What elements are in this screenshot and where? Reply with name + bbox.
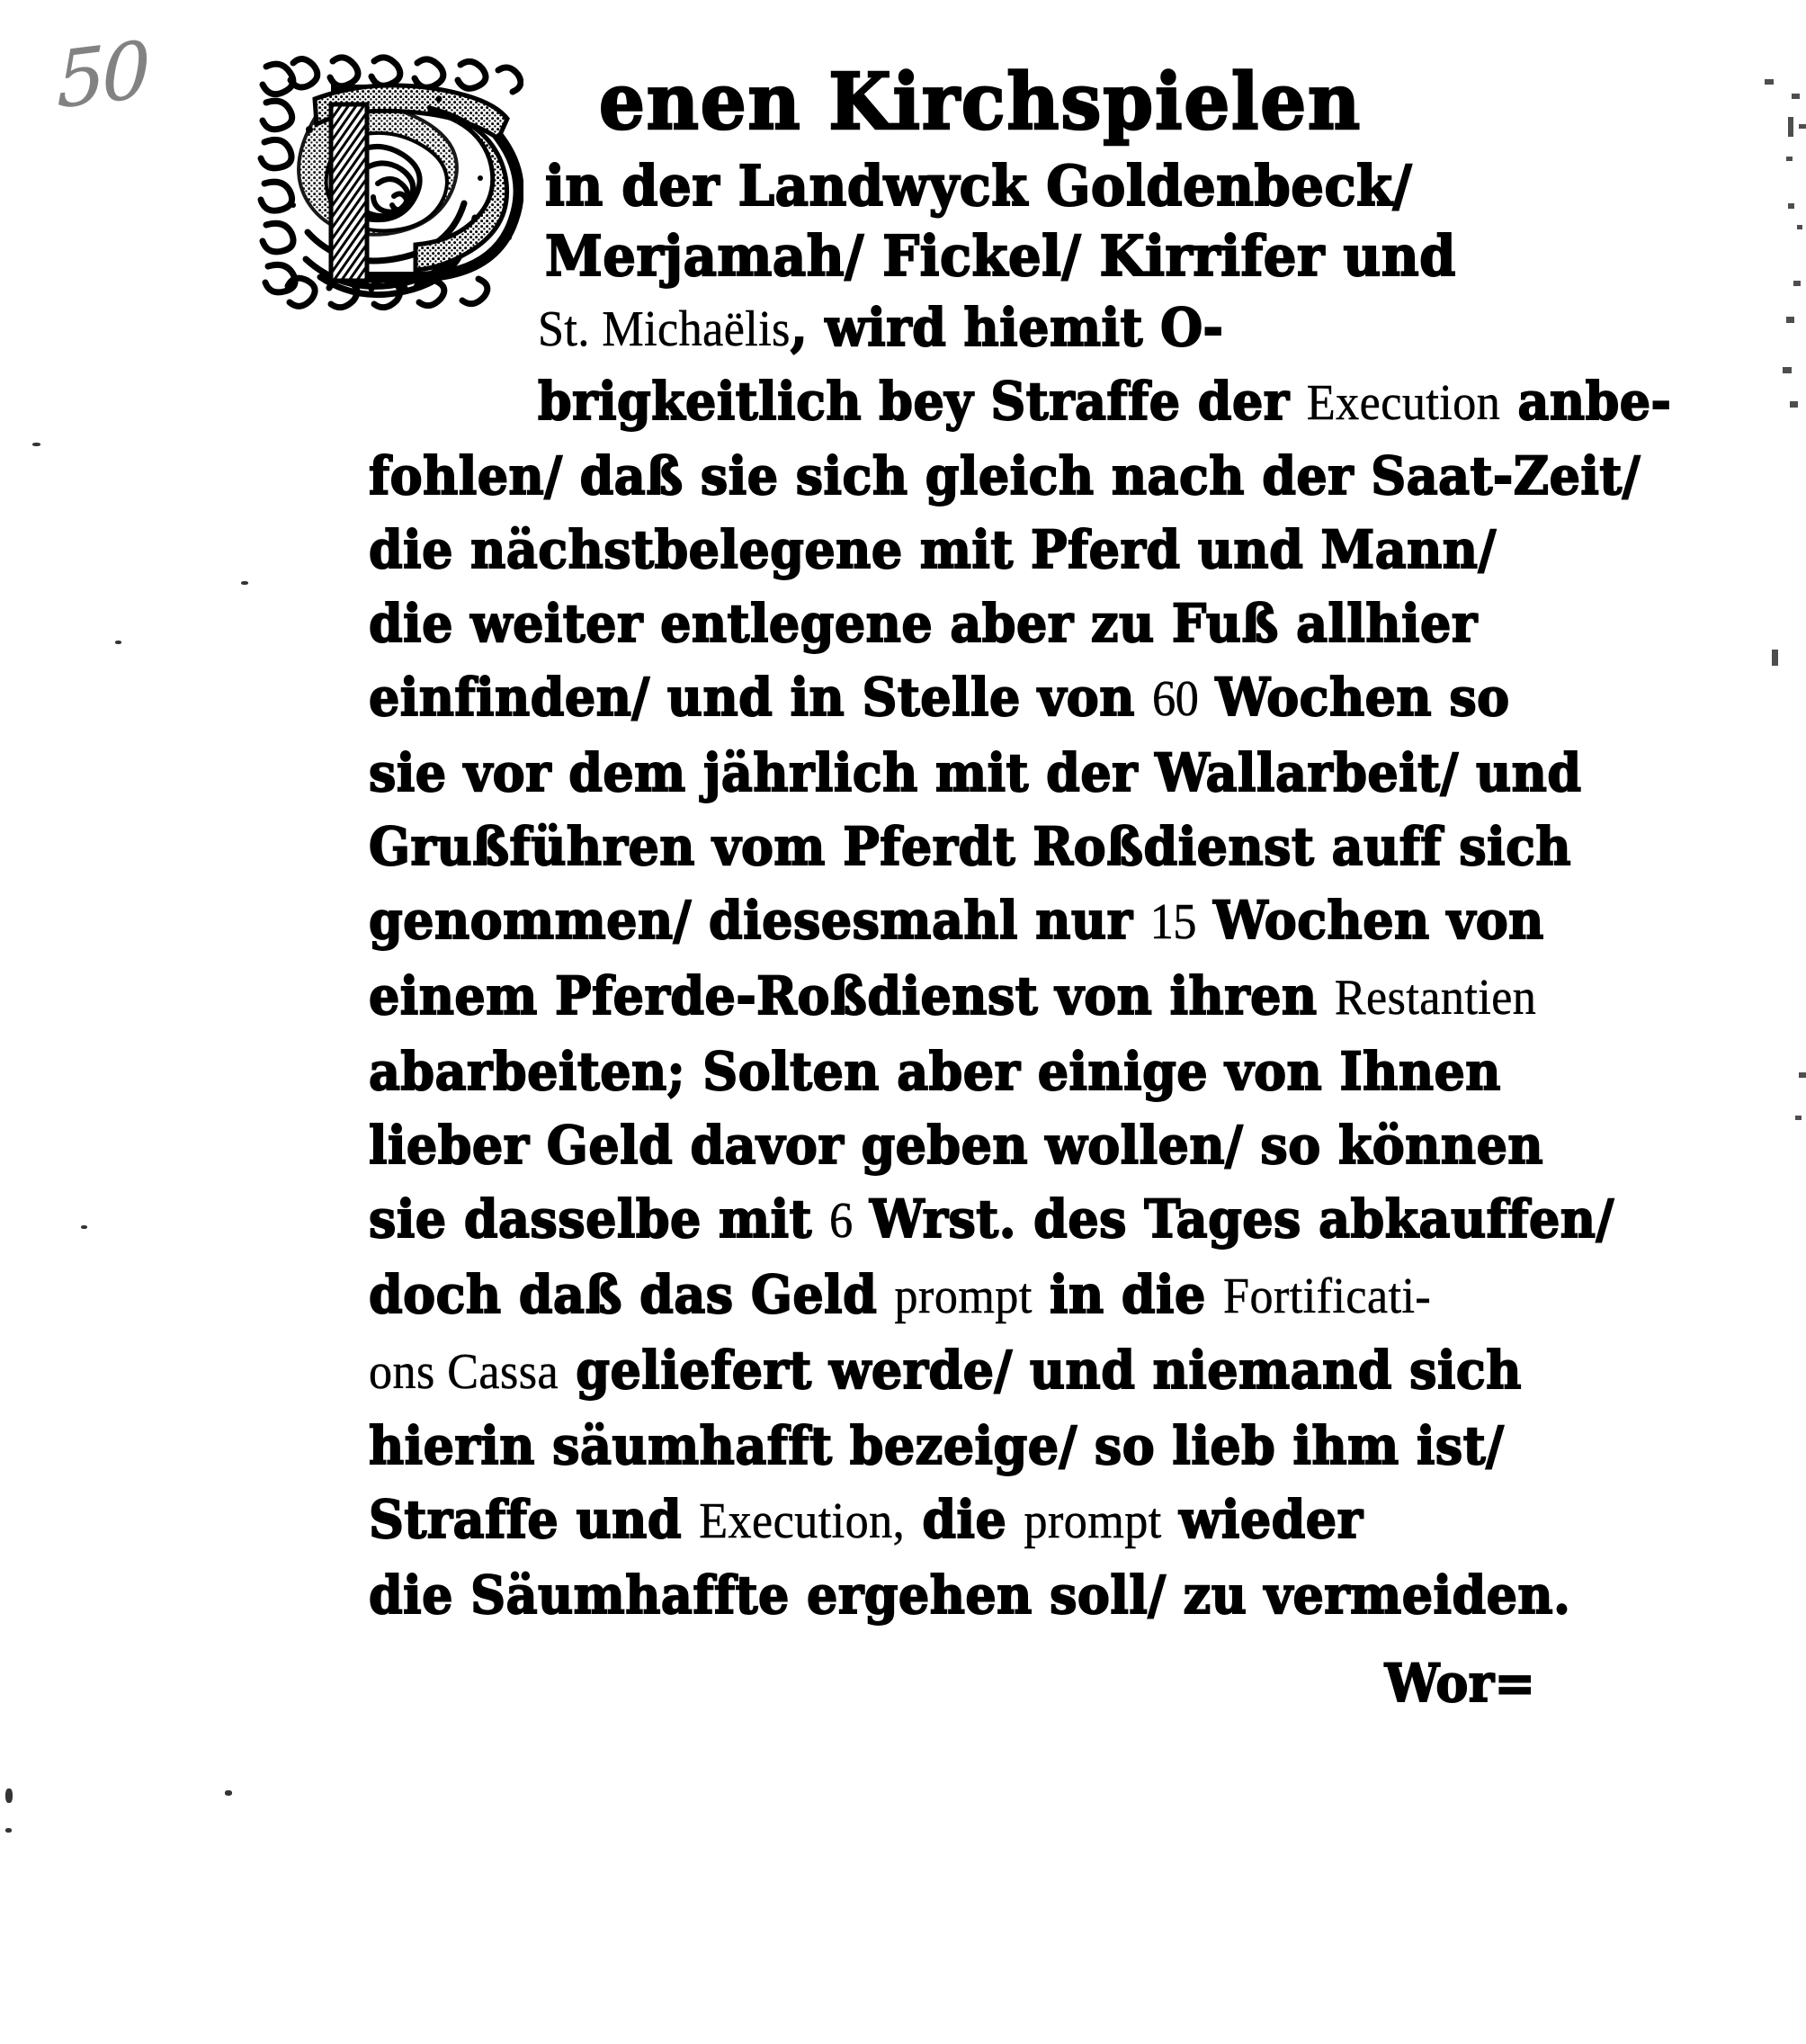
- body-line: [538, 291, 1551, 365]
- headline-line-3-text: Merjamah/ Fickel/ Kirrifer und: [545, 223, 1456, 289]
- edge-bleed-mark: [1792, 94, 1800, 99]
- edge-bleed-mark: [1799, 124, 1806, 129]
- text-run: die nächstbelegene mit Pferd und Mann/: [369, 519, 1497, 580]
- edge-bleed-mark: [1788, 117, 1793, 137]
- body-line: [369, 736, 1582, 810]
- body-line: [369, 1182, 1614, 1258]
- text-run: genommen/ diesesmahl nur: [369, 890, 1150, 951]
- body-line: [369, 587, 1540, 660]
- text-run: wieder: [1161, 1489, 1363, 1550]
- edge-bleed-mark: [1793, 281, 1801, 286]
- edge-bleed-mark: [1790, 401, 1798, 408]
- text-run: anbe‐: [1500, 371, 1672, 432]
- text-run: einfinden/ und in Stelle von: [369, 667, 1153, 728]
- edge-bleed-mark: [1799, 1072, 1806, 1078]
- headline-line-1-text: enen Kirchspielen: [599, 57, 1363, 148]
- body-line: [369, 810, 1572, 883]
- text-run: sie dasselbe mit: [369, 1188, 830, 1250]
- text-run: 60: [1152, 671, 1199, 727]
- catchword: [369, 1645, 1535, 1722]
- body-text: [369, 291, 1672, 1632]
- body-line: [369, 1333, 1540, 1409]
- text-run: die Säumhaffte ergehen soll/ zu vermeiden.: [369, 1564, 1571, 1626]
- scan-speck: [32, 443, 40, 446]
- text-run: sie vor dem jährlich mit der Wallarbeit/ und: [369, 742, 1582, 803]
- body-line: [369, 1558, 1571, 1632]
- edge-bleed-mark: [1772, 650, 1778, 666]
- text-run: abarbeiten; Solten aber einige von Ihnen: [369, 1041, 1501, 1102]
- edge-bleed-mark: [1786, 317, 1794, 323]
- headline-line-2: [545, 151, 1552, 221]
- text-run: St. Michaëlis: [538, 301, 791, 357]
- catchword-text: Wor=: [1384, 1653, 1536, 1714]
- edge-bleed-mark: [1797, 225, 1802, 229]
- scan-speck: [115, 641, 121, 644]
- headline-line-3: [545, 221, 1552, 291]
- text-run: 6: [829, 1193, 853, 1249]
- text-run: prompt: [894, 1269, 1033, 1324]
- scan-speck: [225, 1790, 232, 1796]
- text-run: , wird hiemit O‐: [790, 297, 1224, 358]
- edge-bleed-mark: [1795, 1116, 1802, 1120]
- headline-line-2-text: in der Landwyck Goldenbeck/: [545, 153, 1412, 219]
- text-run: doch daß das Geld: [369, 1264, 895, 1325]
- body-line: [369, 439, 1641, 513]
- text-run: Wochen von: [1195, 890, 1544, 951]
- text-run: Execution,: [699, 1493, 906, 1549]
- text-run: die: [905, 1489, 1024, 1550]
- text-run: 15: [1149, 894, 1196, 950]
- text-run: Wochen so: [1198, 667, 1510, 728]
- text-run: einem Pferde‐Roßdienst von ihren: [369, 965, 1335, 1026]
- scan-speck: [5, 1788, 13, 1803]
- text-run: Execution: [1306, 375, 1501, 431]
- text-run: prompt: [1024, 1493, 1162, 1549]
- body-line: [369, 1483, 1540, 1558]
- body-line: [369, 1409, 1540, 1483]
- edge-bleed-mark: [1765, 79, 1774, 85]
- body-line: [369, 513, 1540, 587]
- text-run: Fortificati-: [1223, 1269, 1432, 1324]
- body-line: [369, 1035, 1540, 1108]
- text-run: brigkeitlich bey Straffe der: [538, 371, 1307, 432]
- text-block: [369, 56, 1672, 1722]
- text-run: geliefert werde/ und niemand sich: [559, 1340, 1522, 1401]
- scan-speck: [5, 1828, 12, 1833]
- body-line: [369, 1258, 1540, 1333]
- scan-speck: [81, 1225, 87, 1229]
- text-run: fohlen/ daß sie sich gleich nach der Saat‐Zeit/: [369, 445, 1641, 507]
- body-line: [369, 660, 1540, 736]
- text-run: in die: [1032, 1264, 1224, 1325]
- text-run: Grußführen vom Pferdt Roßdienst auff sich: [369, 816, 1572, 877]
- body-line: [538, 365, 1672, 439]
- text-run: Restantien: [1334, 970, 1537, 1026]
- text-run: Wrst. des Tages abkauffen/: [852, 1188, 1614, 1250]
- scan-speck: [241, 581, 248, 585]
- edge-bleed-mark: [1783, 367, 1792, 373]
- body-line: [369, 883, 1544, 959]
- text-run: Straffe und: [369, 1489, 700, 1550]
- edge-bleed-mark: [1788, 203, 1794, 209]
- text-run: ons Cassa: [369, 1344, 559, 1400]
- body-line: [369, 959, 1540, 1035]
- text-run: lieber Geld davor geben wollen/ so können: [369, 1115, 1544, 1176]
- headline-line-1: [599, 56, 1556, 149]
- shelfmark-text: 50: [56, 24, 148, 127]
- body-line: [369, 1108, 1544, 1182]
- text-run: hierin säumhafft bezeige/ so lieb ihm ist/: [369, 1415, 1505, 1476]
- text-run: die weiter entlegene aber zu Fuß allhier: [369, 593, 1478, 654]
- edge-bleed-mark: [1786, 157, 1793, 161]
